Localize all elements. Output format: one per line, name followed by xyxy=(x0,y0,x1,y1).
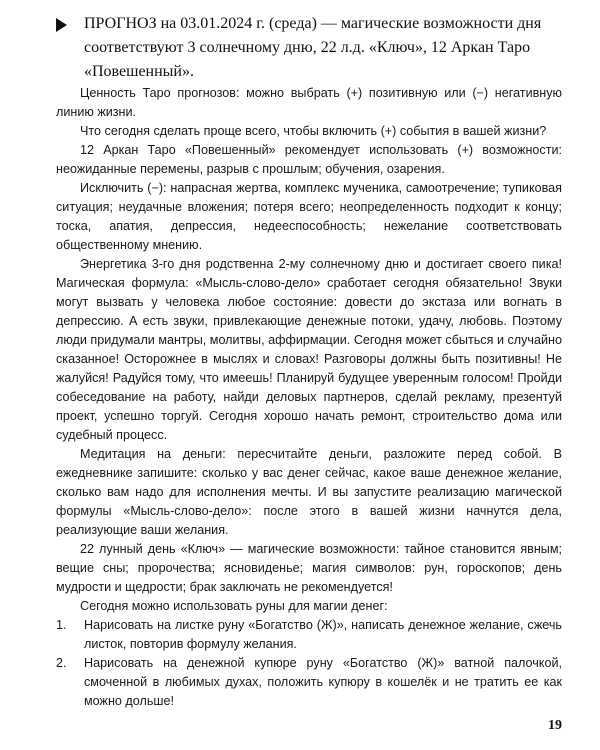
runes-list xyxy=(56,616,562,711)
list-item-text: Нарисовать на листке руну «Богатство (Ж)», написать денежное желание, сжечь листок, повторив формулу желания. xyxy=(84,618,562,651)
list-item xyxy=(56,654,562,711)
paragraph-question: Что сегодня сделать проще всего, чтобы включить (+) события в вашей жизни? xyxy=(80,124,547,138)
paragraph-lunar-day: 22 лунный день «Ключ» — магические возможности: тайное становится явным; вещие сны; пророчества; ясновиденье; магия символов: рун, гороскопов; день мудрости и щедрости; брак заключать не рекомендуется! xyxy=(56,542,562,594)
list-item-number: 1. xyxy=(56,618,67,632)
triangle-right-icon xyxy=(56,18,67,32)
list-item-text: Нарисовать на денежной купюре руну «Богатство (Ж)» ватной палочкой, смоченной в любимых духах, положить купюру в кошелёк и не тратить ее как можно дольше! xyxy=(84,656,562,708)
paragraph-positive: 12 Аркан Таро «Повешенный» рекомендует использовать (+) возможности: неожиданные перемены, разрыв с прошлым; обучения, озарения. xyxy=(56,143,562,176)
forecast-title: ПРОГНОЗ на 03.01.2024 г. (среда) — магические возможности дня соответствуют 3 солнечному дню, 22 л.д. «Ключ», 12 Аркан Таро «Повешенный». xyxy=(84,15,542,80)
page-number: 19 xyxy=(548,718,562,733)
forecast-header xyxy=(56,12,562,84)
paragraph-energy: Энергетика 3-го дня родственна 2-му солнечному дню и достигает своего пика! Магическая формула: «Мысль-слово-дело» сработает сегодня обязательно! Звуки могут вызвать у человека любое состояние: довести до экстаза или вогнать в депрессию. А есть звуки, привлекающие денежные потоки, удачу, любовь. Поэтому люди придумали мантры, молитвы, аффирмации. Сегодня может сбыться и случайно сказанное! Осторожнее в мыслях и словах! Разговоры должны быть позитивны! Не жалуйся! Радуйся тому, что имеешь! Планируй будущее уверенным голосом! Пройди собеседование на работу, найди деловых партнеров, сделай рекламу, презентуй проект, успешно торгуй. Сегодня хорошо начать ремонт, строительство дома или судебный процесс. xyxy=(56,257,562,442)
forecast-body xyxy=(56,84,562,711)
paragraph-meditation: Медитация на деньги: пересчитайте деньги, разложите перед собой. В ежедневнике запишите: сколько у вас денег сейчас, какое ваше денежное желание, сколько вам надо для исполнения мечты. И вы запустите реализацию магической формулы «Мысль-слово-дело»: после этого в вашей жизни начнутся дела, реализующие ваши желания. xyxy=(56,447,562,537)
list-item xyxy=(56,616,562,654)
paragraph-runes-intro: Сегодня можно использовать руны для магии денег: xyxy=(80,599,388,613)
paragraph-negative: Исключить (−): напрасная жертва, комплекс мученика, самоотречение; тупиковая ситуация; неудачные вложения; потеря всего; неопределенность подходит к концу; тоска, апатия, депрессия, недееспособность; нежелание соответствовать общественному мнению. xyxy=(56,181,562,252)
list-item-number: 2. xyxy=(56,656,67,670)
paragraph-tarot-value: Ценность Таро прогнозов: можно выбрать (+) позитивную или (−) негативную линию жизни. xyxy=(56,86,562,119)
